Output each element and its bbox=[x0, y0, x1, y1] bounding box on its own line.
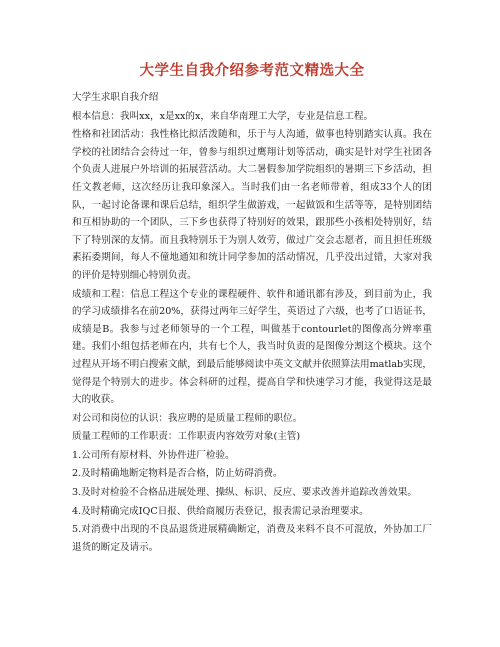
section-heading: 大学生求职自我介绍 bbox=[72, 92, 159, 103]
paragraph-achievements: 成绩和工程：信息工程这个专业的课程硬件、软件和通讯都有涉及，到目前为止，我的学习成绩排名在前20%，获得过两年三好学生，英语过了六级，也考了口语证书，成绩是B。我参与过老师领导的一个工程，叫做基于contourlet的图像高分辨率重建。我们小组包括老师在内，共有七个人，我当时负责的是图像分割这个模块。这个过程从开场不明白搜索文献，到最后能够阅读中英文文献并依照算法用matlab实现，觉得是个特别大的进步。体会科研的过程，提高自学和快速学习才能，我觉得这是最大的收获。 bbox=[72, 288, 432, 406]
paragraph-duties-heading: 质量工程师的工作职责：工作职责内容效劳对象(主管) bbox=[72, 431, 301, 443]
document-page bbox=[72, 62, 432, 556]
list-item-3: 3.及时对检验不合格品进展处理、操纵、标识、反应、要求改善并追踪改善效果。 bbox=[72, 487, 417, 499]
list-item-5: 5.对消费中出现的不良品退货进展精确断定，消费及来料不良不可混放，外协加工厂退货的断定及请示。 bbox=[72, 524, 432, 553]
document-title: 大学生自我介绍参考范文精选大全 bbox=[139, 62, 365, 79]
list-item-2: 2.及时精确地断定物料是否合格，防止妨碍消费。 bbox=[72, 468, 283, 480]
paragraph-personality: 性格和社团活动：我性格比拟活泼随和，乐于与人沟通，做事也特别踏实认真。我在学校的社团结合会待过一年，曾参与组织过鹰翔计划等活动，确实是针对学生社团各个负责人进展户外培训的拓展营活动。大二暑假参加学院组织的暑期三下乡活动，担任文教老师，这次经历让我印象深入。当时我们由一名老师带着，组成33个人的团队，一起讨论备课和课后总结，组织学生做游戏，一起做饭和生活等等，是特别团结和互相协助的一个团队，三下乡也获得了特别好的效果，跟那些小孩相处特别好，结下了特别深的友情。而且我特别乐于为别人效劳，做过广交会志愿者，而且担任班级素拓委期间，每人不僮地通知和统计同学参加的活动情况，几乎没出过错，大家对我的评价是特别细心特别负责。 bbox=[72, 129, 432, 281]
list-item-4: 4.及时精确完成IQC日报、供给商履历表登记，报表需记录治理要求。 bbox=[72, 505, 369, 517]
list-item-1: 1.公司所有原材料、外协件进厂检验。 bbox=[72, 449, 235, 461]
paragraph-company-understanding: 对公司和岗位的认识：我应聘的是质量工程师的职位。 bbox=[72, 412, 303, 424]
paragraph-basic-info: 根本信息：我叫xx，x是xx的x，来自华南理工大学，专业是信息工程。 bbox=[72, 110, 374, 122]
